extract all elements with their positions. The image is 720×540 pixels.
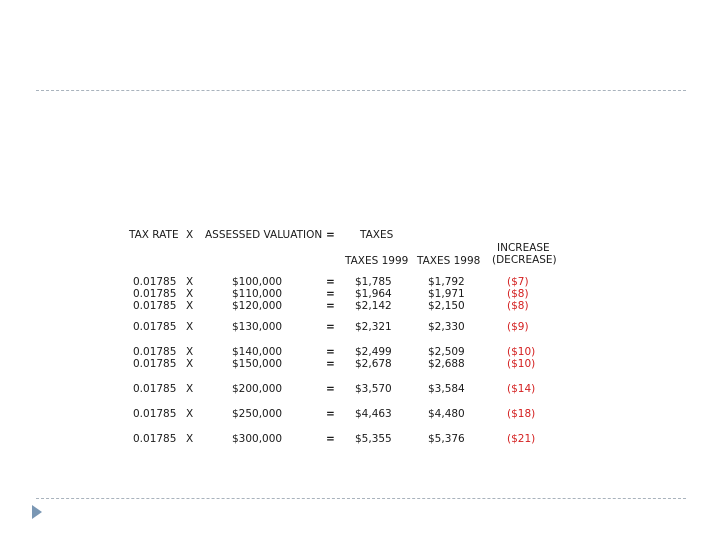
top-divider — [36, 90, 686, 91]
cell-valuation: $120,000 — [232, 300, 283, 312]
cell-eq: = — [326, 276, 335, 288]
cell-taxes-1998: $3,584 — [428, 383, 465, 395]
cell-valuation: $140,000 — [232, 346, 283, 358]
cell-taxes-1998: $1,792 — [428, 276, 465, 288]
cell-x: X — [186, 276, 194, 288]
cell-x: X — [186, 383, 194, 395]
header-x: X — [186, 229, 194, 241]
cell-taxes-1999: $5,355 — [355, 433, 392, 445]
cell-taxes-1998: $2,330 — [428, 321, 465, 333]
cell-x: X — [186, 288, 194, 300]
cell-change: ($7) — [507, 276, 529, 288]
cell-taxes-1998: $4,480 — [428, 408, 465, 420]
cell-x: X — [186, 358, 194, 370]
cell-valuation: $130,000 — [232, 321, 283, 333]
cell-eq: = — [326, 433, 335, 445]
cell-valuation: $300,000 — [232, 433, 283, 445]
cell-eq: = — [326, 358, 335, 370]
cell-taxes-1998: $1,971 — [428, 288, 465, 300]
cell-rate: 0.01785 — [133, 276, 177, 288]
cell-valuation: $250,000 — [232, 408, 283, 420]
cell-rate: 0.01785 — [133, 433, 177, 445]
cell-taxes-1999: $2,142 — [355, 300, 392, 312]
cell-x: X — [186, 300, 194, 312]
cell-x: X — [186, 346, 194, 358]
header-tax-rate: TAX RATE — [129, 229, 179, 241]
cell-rate: 0.01785 — [133, 321, 177, 333]
header-assessed-valuation: ASSESSED VALUATION — [205, 229, 323, 241]
cell-taxes-1999: $4,463 — [355, 408, 392, 420]
cell-change: ($9) — [507, 321, 529, 333]
cell-taxes-1998: $2,688 — [428, 358, 465, 370]
cell-change: ($14) — [507, 383, 536, 395]
cell-taxes-1999: $2,499 — [355, 346, 392, 358]
cell-x: X — [186, 321, 194, 333]
header-decrease: (DECREASE) — [492, 254, 557, 266]
cell-valuation: $100,000 — [232, 276, 283, 288]
cell-x: X — [186, 433, 194, 445]
cell-valuation: $150,000 — [232, 358, 283, 370]
cell-taxes-1999: $3,570 — [355, 383, 392, 395]
header-increase: INCREASE — [497, 242, 550, 254]
cell-taxes-1998: $5,376 — [428, 433, 465, 445]
cell-change: ($8) — [507, 288, 529, 300]
cell-eq: = — [326, 321, 335, 333]
cell-change: ($18) — [507, 408, 536, 420]
header-taxes-1999: TAXES 1999 — [345, 255, 409, 267]
cell-change: ($21) — [507, 433, 536, 445]
cell-eq: = — [326, 383, 335, 395]
cell-taxes-1999: $2,678 — [355, 358, 392, 370]
cell-taxes-1998: $2,509 — [428, 346, 465, 358]
cell-change: ($10) — [507, 358, 536, 370]
cell-change: ($10) — [507, 346, 536, 358]
cell-rate: 0.01785 — [133, 408, 177, 420]
cell-taxes-1999: $1,785 — [355, 276, 392, 288]
cell-rate: 0.01785 — [133, 346, 177, 358]
cell-change: ($8) — [507, 300, 529, 312]
cell-eq: = — [326, 300, 335, 312]
header-taxes: TAXES — [360, 229, 394, 241]
cell-rate: 0.01785 — [133, 358, 177, 370]
cell-eq: = — [326, 288, 335, 300]
cell-taxes-1998: $2,150 — [428, 300, 465, 312]
cell-taxes-1999: $2,321 — [355, 321, 392, 333]
cell-rate: 0.01785 — [133, 300, 177, 312]
triangle-right-icon[interactable] — [32, 505, 42, 519]
cell-valuation: $200,000 — [232, 383, 283, 395]
cell-valuation: $110,000 — [232, 288, 283, 300]
cell-eq: = — [326, 346, 335, 358]
cell-x: X — [186, 408, 194, 420]
cell-taxes-1999: $1,964 — [355, 288, 392, 300]
header-equals: = — [326, 229, 335, 241]
header-taxes-1998: TAXES 1998 — [417, 255, 481, 267]
bottom-divider — [36, 498, 686, 499]
cell-rate: 0.01785 — [133, 288, 177, 300]
cell-rate: 0.01785 — [133, 383, 177, 395]
cell-eq: = — [326, 408, 335, 420]
